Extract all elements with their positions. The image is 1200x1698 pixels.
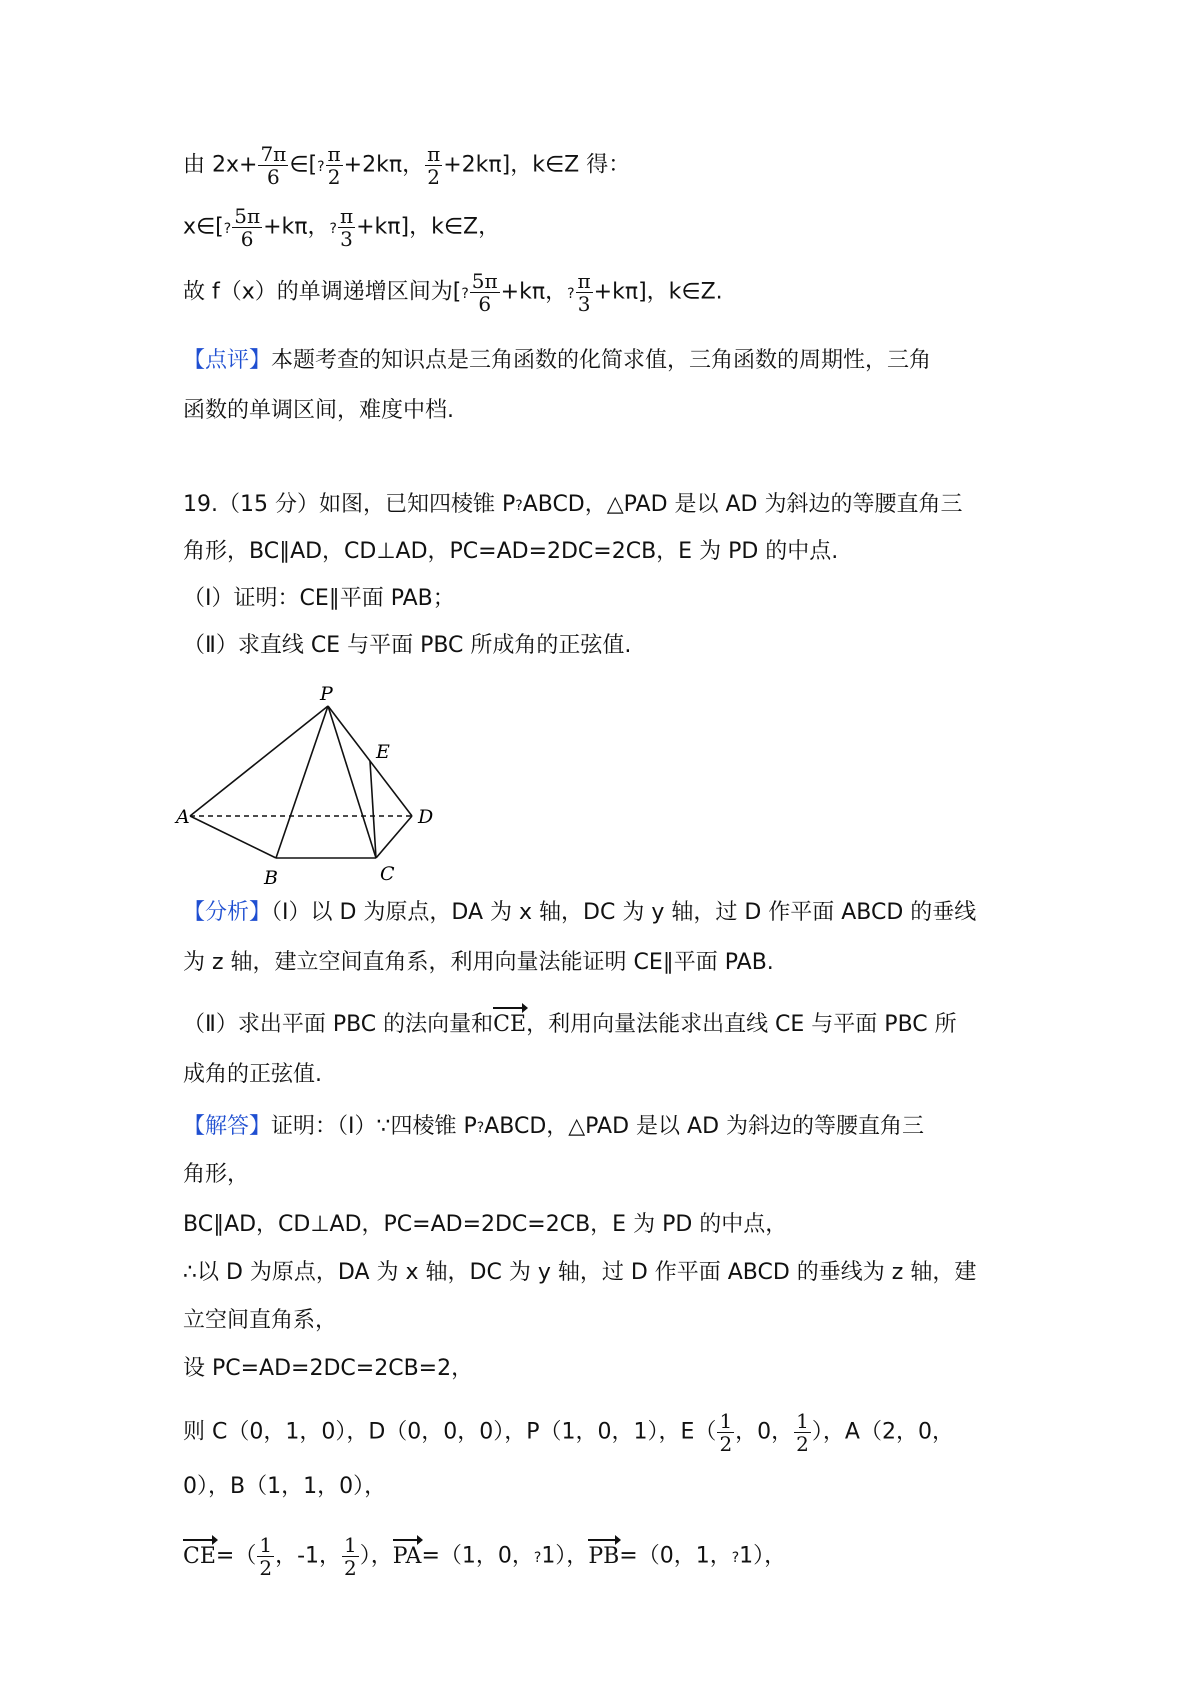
label-b: B	[264, 867, 278, 889]
denominator: 6	[240, 227, 254, 251]
denominator: 6	[267, 165, 280, 189]
comment-line-2	[183, 396, 454, 426]
numerator: 1	[259, 1533, 273, 1557]
label-a: A	[176, 806, 190, 828]
missing-glyph-box: ?	[329, 220, 337, 237]
denominator: 3	[340, 227, 353, 251]
comment-text: 函数的单调区间，难度中档.	[183, 398, 454, 423]
question-19-part-2: （Ⅱ）求直线 CE 与平面 PBC 所成角的正弦值.	[183, 633, 632, 658]
numerator: π	[327, 142, 341, 166]
fraction	[258, 143, 288, 188]
vector-pa: PA	[393, 1538, 422, 1572]
missing-glyph-box: ?	[317, 158, 325, 175]
analysis-line-1	[183, 898, 976, 928]
text: 1），	[541, 1543, 589, 1569]
fraction	[326, 143, 343, 188]
solution-line-1	[183, 1112, 924, 1143]
fraction	[257, 1534, 274, 1579]
numerator: 5π	[471, 269, 498, 293]
denominator: 3	[577, 292, 591, 316]
fraction	[232, 205, 262, 250]
text: （Ⅱ）求出平面 PBC 的法向量和	[183, 1012, 494, 1037]
label-d: D	[418, 806, 434, 828]
fraction	[338, 205, 355, 250]
text: ，-1，	[275, 1543, 342, 1569]
analysis-line-2: 为 z 轴，建立空间直角系，利用向量法能证明 CE∥平面 PAB.	[183, 950, 774, 975]
denominator: 2	[344, 1556, 357, 1580]
text: +kπ，	[263, 214, 330, 240]
analysis-tag: 【分析】	[183, 900, 272, 925]
text: 19.（15 分）如图，已知四棱锥 P	[183, 492, 516, 517]
numerator: 5π	[234, 204, 261, 228]
question-19-line-1	[183, 490, 962, 521]
text: =（1，0，	[421, 1543, 534, 1569]
edge-ab	[190, 816, 276, 858]
text: +kπ]，k∈Z，	[356, 214, 501, 240]
text: x∈[	[183, 214, 224, 240]
denominator: 2	[327, 165, 341, 189]
numerator: 7π	[260, 142, 287, 166]
text: ∈[	[289, 152, 318, 178]
fraction	[576, 270, 593, 315]
text: +kπ]，k∈Z.	[593, 279, 723, 305]
fraction	[717, 1410, 734, 1455]
edge-pb	[276, 706, 328, 858]
numerator: π	[577, 269, 591, 293]
numerator: 1	[719, 1409, 733, 1433]
numerator: π	[427, 142, 441, 166]
missing-glyph-box: ?	[731, 1549, 740, 1566]
vector-ce: CE	[183, 1538, 216, 1572]
text: ），A（2，0，	[811, 1419, 954, 1445]
denominator: 6	[478, 292, 492, 316]
edge-cd	[376, 816, 412, 858]
label-c: C	[380, 863, 395, 885]
missing-glyph-box: ?	[515, 498, 523, 514]
text: ，利用向量法能求出直线 CE 与平面 PBC 所	[526, 1012, 957, 1037]
missing-glyph-box: ?	[567, 285, 575, 302]
analysis-line-4: 成角的正弦值.	[183, 1062, 322, 1087]
solution-line-9	[183, 1534, 786, 1579]
denominator: 2	[259, 1556, 273, 1580]
solution-line-2: 角形，	[183, 1162, 250, 1187]
edge-pc	[328, 706, 376, 858]
comment-text: 本题考查的知识点是三角函数的化简求值，三角函数的周期性，三角	[271, 348, 932, 373]
label-e: E	[376, 741, 390, 763]
text: 则 C（0，1，0），D（0，0，0），P（1，0，1），E（	[183, 1419, 717, 1445]
comment-tag: 【点评】	[183, 348, 272, 373]
text: 故 f（x）的单调递增区间为[	[183, 279, 462, 305]
edge-pa	[190, 706, 328, 816]
solution-line-7	[183, 1410, 954, 1455]
solution-line-4: ∴以 D 为原点，DA 为 x 轴，DC 为 y 轴，过 D 作平面 ABCD 的垂线为 z 轴，建	[183, 1260, 977, 1285]
text: 证明：（Ⅰ）∵四棱锥 P	[271, 1114, 477, 1139]
text: 由 2x+	[183, 152, 258, 178]
solution-line-6: 设 PC=AD=2DC=2CB=2，	[183, 1356, 474, 1381]
solution-line-8: 0），B（1，1，0），	[183, 1474, 387, 1499]
missing-glyph-box: ?	[223, 220, 232, 237]
question-19-part-1: （Ⅰ）证明：CE∥平面 PAB；	[183, 586, 455, 611]
solution-line-3: BC∥AD，CD⊥AD，PC=AD=2DC=2CB，E 为 PD 的中点，	[183, 1212, 788, 1237]
text: +kπ，	[500, 279, 568, 305]
comment-line-1	[183, 346, 931, 376]
missing-glyph-box: ?	[476, 1120, 485, 1136]
fraction	[342, 1534, 359, 1579]
text: 1），	[739, 1543, 787, 1569]
text: （Ⅰ）以 D 为原点，DA 为 x 轴，DC 为 y 轴，过 D 作平面 ABCD 的垂线	[271, 900, 977, 925]
text: +2kπ，	[343, 152, 425, 178]
text: =（	[215, 1543, 257, 1569]
text-line-increasing-interval	[183, 270, 723, 315]
fraction	[794, 1410, 811, 1455]
text-line-x-range	[183, 205, 500, 250]
text: ，0，	[735, 1419, 794, 1445]
analysis-line-3	[183, 1006, 957, 1040]
denominator: 2	[796, 1432, 809, 1456]
question-19-line-2: 角形，BC∥AD，CD⊥AD，PC=AD=2DC=2CB，E 为 PD 的中点.	[183, 539, 839, 564]
fraction	[425, 143, 442, 188]
denominator: 2	[719, 1432, 733, 1456]
text: ABCD，△PAD 是以 AD 为斜边的等腰直角三	[522, 492, 963, 517]
label-p: P	[320, 683, 333, 705]
denominator: 2	[427, 165, 441, 189]
text: ABCD，△PAD 是以 AD 为斜边的等腰直角三	[484, 1114, 924, 1139]
text: +2kπ]，k∈Z 得：	[443, 152, 631, 178]
numerator: π	[339, 204, 354, 228]
text-line-interval-condition	[183, 143, 630, 188]
pyramid-figure	[176, 680, 480, 895]
vector-pb: PB	[588, 1538, 619, 1572]
text: ），	[359, 1543, 393, 1569]
numerator: 1	[796, 1409, 809, 1433]
text: =（0，1，	[619, 1543, 732, 1569]
solution-tag: 【解答】	[183, 1114, 272, 1139]
fraction	[470, 270, 500, 315]
solution-line-5: 立空间直角系，	[183, 1308, 338, 1333]
vector-ce: CE	[493, 1006, 526, 1040]
missing-glyph-box: ?	[533, 1549, 542, 1566]
numerator: 1	[344, 1533, 357, 1557]
missing-glyph-box: ?	[461, 285, 469, 302]
